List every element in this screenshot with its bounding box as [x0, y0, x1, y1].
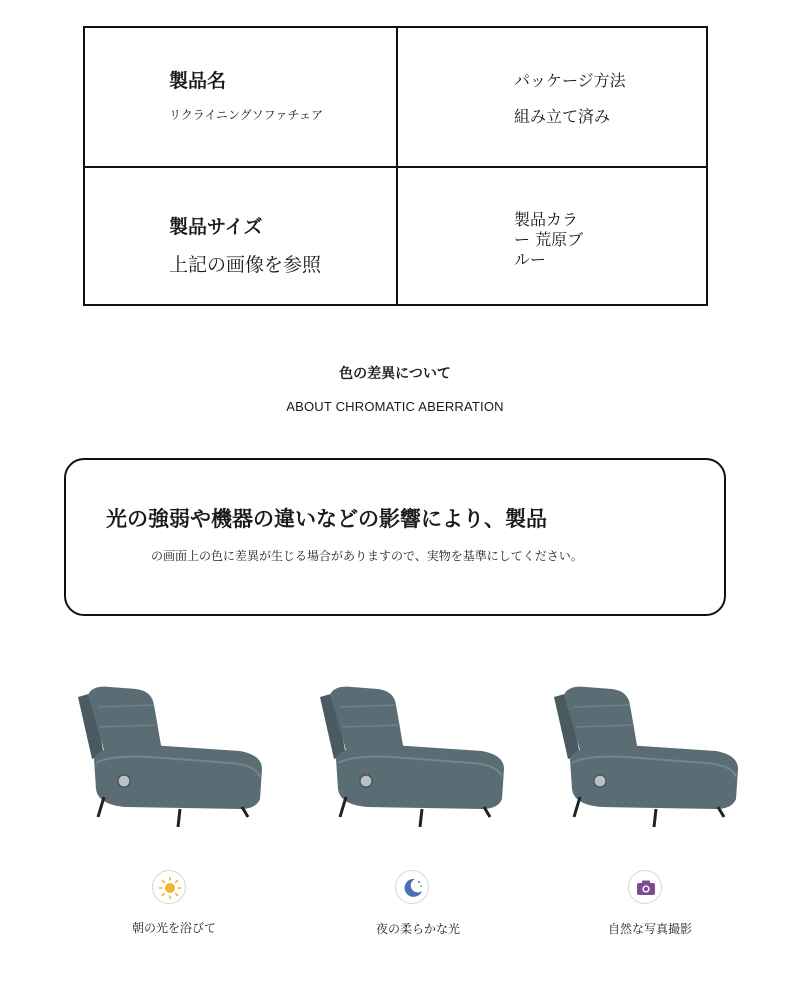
- package-label: パッケージ方法: [514, 71, 626, 90]
- caption-night: 夜の柔らかな光: [375, 922, 460, 936]
- package-value: 組み立て済み: [514, 107, 611, 126]
- chair-image-night: [312, 685, 512, 835]
- product-color-line: ルー: [514, 250, 547, 269]
- table-divider-horizontal: [85, 166, 706, 168]
- section-title-jp: 色の差異について: [339, 366, 451, 382]
- section-title-en: ABOUT CHROMATIC ABERRATION: [286, 399, 504, 414]
- moon-icon: [395, 870, 429, 904]
- spec-table: [83, 26, 708, 306]
- product-name-label: 製品名: [169, 70, 227, 92]
- camera-icon: [628, 870, 662, 904]
- product-color-line: ー 荒原ブ: [514, 230, 584, 249]
- chair-image-morning: [70, 685, 270, 835]
- caption-photo: 自然な写真撮影: [607, 922, 692, 936]
- product-color-line: 製品カラ: [514, 210, 579, 229]
- notice-main-text: 光の強弱や機器の違いなどの影響により、製品: [106, 507, 547, 531]
- product-color: [514, 210, 583, 270]
- notice-sub-text: の画面上の色に差異が生じる場合がありますので、実物を基準にしてください。: [151, 549, 583, 563]
- chair-image-photo: [546, 685, 746, 835]
- product-size-label: 製品サイズ: [169, 216, 263, 238]
- sun-icon: [152, 870, 186, 904]
- caption-morning: 朝の光を浴びて: [131, 921, 216, 935]
- notice-box: [64, 458, 726, 616]
- product-name-value: リクライニングソファチェア: [169, 108, 324, 122]
- product-size-value: 上記の画像を参照: [169, 254, 322, 276]
